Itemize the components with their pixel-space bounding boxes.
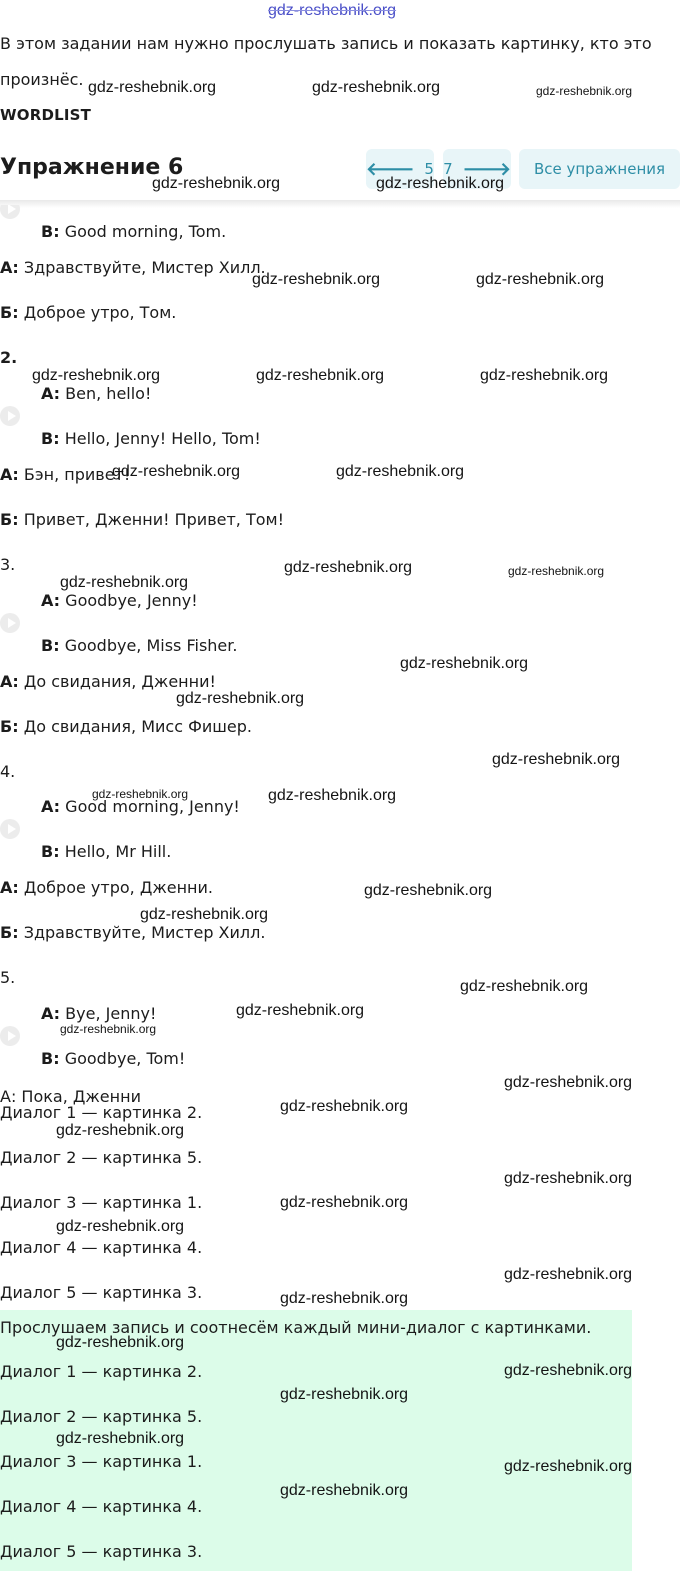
- dialog-4-ru-a: А: Доброе утро, Дженни.: [0, 878, 213, 897]
- watermark: gdz-reshebnik.org: [32, 367, 161, 384]
- watermark: gdz-reshebnik.org: [480, 367, 609, 384]
- play-audio-icon[interactable]: [0, 819, 20, 839]
- watermark: gdz-reshebnik.org: [236, 1002, 365, 1019]
- watermark: gdz-reshebnik.org: [460, 978, 589, 995]
- exercise-title: Упражнение 6: [0, 155, 184, 180]
- watermark: gdz-reshebnik.org: [60, 1022, 157, 1036]
- dialog-2-en-b: B: Hello, Jenny! Hello, Tom!: [41, 429, 261, 448]
- watermark: gdz-reshebnik.org: [280, 1290, 409, 1307]
- dialog-1-en-b: B: Good morning, Tom.: [41, 222, 227, 241]
- dialog-1-ru-b: Б: Доброе утро, Том.: [0, 303, 177, 322]
- answer-item: Диалог 4 — картинка 4.: [0, 1238, 203, 1257]
- watermark: gdz-reshebnik.org: [504, 1170, 633, 1187]
- watermark: gdz-reshebnik.org: [112, 463, 241, 480]
- dialog-5-number: 5.: [0, 968, 16, 987]
- dialog-2-ru-b: Б: Привет, Дженни! Привет, Том!: [0, 510, 285, 529]
- watermark: gdz-reshebnik.org: [280, 1386, 409, 1403]
- dialog-4-en-a: A: Good morning, Jenny!: [41, 797, 240, 816]
- watermark: gdz-reshebnik.org: [376, 175, 505, 192]
- solution-intro: Прослушаем запись и соотнесём каждый мини-диалог с картинками.: [0, 1318, 592, 1337]
- watermark: gdz-reshebnik.org: [92, 787, 189, 801]
- dialog-5-en-a: A: Bye, Jenny!: [41, 1004, 157, 1023]
- dialog-3-ru-a: А: До свидания, Дженни!: [0, 672, 216, 691]
- watermark: gdz-reshebnik.org: [252, 271, 381, 288]
- watermark: gdz-reshebnik.org: [504, 1362, 633, 1379]
- next-exercise-label: 7: [443, 160, 453, 178]
- dialog-3-en-b: B: Goodbye, Miss Fisher.: [41, 636, 238, 655]
- solution-answer: Диалог 5 — картинка 3.: [0, 1542, 203, 1561]
- watermark: gdz-reshebnik.org: [536, 84, 633, 98]
- all-exercises-label: Все упражнения: [533, 160, 666, 178]
- dialog-3-en-a: A: Goodbye, Jenny!: [41, 591, 198, 610]
- watermark: gdz-reshebnik.org: [88, 79, 217, 96]
- watermark: gdz-reshebnik.org: [56, 1218, 185, 1235]
- dialog-4-ru-b: Б: Здравствуйте, Мистер Хилл.: [0, 923, 266, 942]
- watermark: gdz-reshebnik.org: [312, 79, 441, 96]
- watermark: gdz-reshebnik.org: [504, 1074, 633, 1091]
- watermark: gdz-reshebnik.org: [268, 787, 397, 804]
- dialog-5-ru-cut: А: Пока, Дженни: [0, 1087, 141, 1106]
- play-audio-icon[interactable]: [0, 406, 20, 426]
- dialog-4-en-b: B: Hello, Mr Hill.: [41, 842, 172, 861]
- watermark: gdz-reshebnik.org: [284, 559, 413, 576]
- watermark: gdz-reshebnik.org: [60, 574, 189, 591]
- answer-item: Диалог 3 — картинка 1.: [0, 1193, 203, 1212]
- dialog-5-en-b: B: Goodbye, Tom!: [41, 1049, 186, 1068]
- arrow-left-icon: 🡐: [366, 158, 415, 180]
- dialog-3-number: 3.: [0, 555, 16, 574]
- watermark: gdz-reshebnik.org: [140, 906, 269, 923]
- dialog-4-number: 4.: [0, 762, 16, 781]
- watermark: gdz-reshebnik.org: [504, 1266, 633, 1283]
- watermark: gdz-reshebnik.org: [256, 367, 385, 384]
- prev-exercise-label: 5: [424, 160, 434, 178]
- solution-answer: Диалог 2 — картинка 5.: [0, 1407, 203, 1426]
- dialog-2-en-a: A: Ben, hello!: [41, 384, 152, 403]
- dialog-2-ru-a: А: Бэн, привет!: [0, 465, 131, 484]
- solution-answer: Диалог 3 — картинка 1.: [0, 1452, 203, 1471]
- all-exercises-button[interactable]: [519, 149, 680, 189]
- top-watermark: gdz-reshebnik.org: [268, 2, 397, 19]
- watermark: gdz-reshebnik.org: [56, 1122, 185, 1139]
- solution-answer: Диалог 4 — картинка 4.: [0, 1497, 203, 1516]
- header-shadow: [0, 200, 680, 208]
- watermark: gdz-reshebnik.org: [176, 690, 305, 707]
- play-audio-icon[interactable]: [0, 613, 20, 633]
- answer-item: Диалог 5 — картинка 3.: [0, 1283, 203, 1302]
- dialog-2-number: 2.: [0, 348, 18, 367]
- watermark: gdz-reshebnik.org: [280, 1482, 409, 1499]
- watermark: gdz-reshebnik.org: [280, 1194, 409, 1211]
- play-audio-icon[interactable]: [0, 1026, 20, 1046]
- answer-item: Диалог 1 — картинка 2.: [0, 1103, 203, 1122]
- wordlist-link[interactable]: WORDLIST: [0, 106, 92, 124]
- watermark: gdz-reshebnik.org: [504, 1458, 633, 1475]
- watermark: gdz-reshebnik.org: [400, 655, 529, 672]
- watermark: gdz-reshebnik.org: [336, 463, 465, 480]
- arrow-right-icon: 🡒: [462, 158, 511, 180]
- watermark: gdz-reshebnik.org: [492, 751, 621, 768]
- dialog-1-ru-a: А: Здравствуйте, Мистер Хилл.: [0, 258, 266, 277]
- watermark: gdz-reshebnik.org: [152, 175, 281, 192]
- watermark: gdz-reshebnik.org: [364, 882, 493, 899]
- watermark: gdz-reshebnik.org: [56, 1430, 185, 1447]
- answer-item: Диалог 2 — картинка 5.: [0, 1148, 203, 1167]
- solution-answer: Диалог 1 — картинка 2.: [0, 1362, 203, 1381]
- watermark: gdz-reshebnik.org: [476, 271, 605, 288]
- watermark: gdz-reshebnik.org: [56, 1334, 185, 1351]
- intro-line-2: произнёс.: [0, 70, 84, 89]
- dialog-3-ru-b: Б: До свидания, Мисс Фишер.: [0, 717, 252, 736]
- intro-line-1: В этом задании нам нужно прослушать запись и показать картинку, кто это: [0, 34, 652, 53]
- watermark: gdz-reshebnik.org: [280, 1098, 409, 1115]
- watermark: gdz-reshebnik.org: [508, 564, 605, 578]
